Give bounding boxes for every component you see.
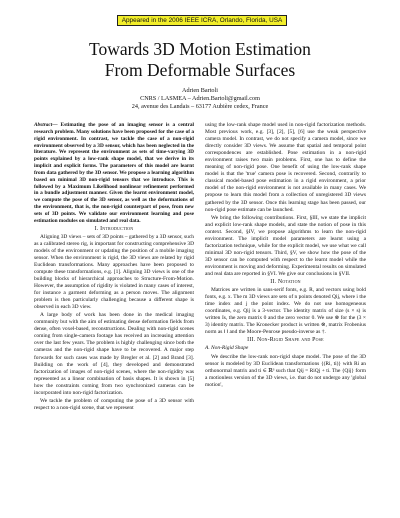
subsection-heading-shape: A. Non-Rigid Shape [205, 345, 249, 352]
author-affiliation: CNRS / LASMEA – Adrien.Bartoli@gmail.com [140, 95, 260, 102]
model-paragraph: We describe the low-rank non-rigid shape model. The pose of the 3D sensor is modeled by 3D Euclidean transformations {(Ri, ti)} with Ri an orthonormal matrix and ti ∈ ℝ³ such that Qij = RiQj + ti. The {Qij} form a motionless version of the 3D views, i.e. that do not undergo any 'global motion', [205, 353, 366, 388]
right-column [205, 122, 366, 390]
intro-paragraph-2: A large body of work has been done in the medical imaging community but with the aim of estimating dense deformation fields from dense, often voxel-based, reconstructions. Dealing with non-rigid scenes coming from single-camera footage has received an increasing attention over the last few years. The problem is highly challenging since both the cameras and the non-rigid shape have to be recovered. A major step forwards for such cases was made by Bregler et al. [2] and Brand [3]. Building on the work of [4], they developed and demonstrated factorization of images of non-rigid scenes, where the non-rigidity was represented as a linear combination of basis shapes. It is shown in [5] how the constraints coming from two synchronized cameras can be incorporated into non-rigid factorization. [34, 312, 194, 396]
abstract-text: — Estimating the pose of an imaging sensor is a central research problem. Many solutions have been proposed for the case of a rigid environment. In contrast, we tackle the case of a non-rigid environment observed by a 3D sensor, which has been neglected in the literature. We represent the environment as sets of time-varying 3D points explained by a low-rank shape model, that we derive in its implicit and explicit forms. The parameters of this model are learnt from data gathered by the 3D sensor. We propose a learning algorithm based on minimal 3D non-rigid tensors that we introduce. This is followed by a Maximum Likelihood nonlinear refinement performed in a bundle adjustment manner. Given the learnt environment model, we compute the pose of the 3D sensor, as well as the deformations of the environment, that is, the non-rigid counterpart of pose, from new sets of 3D points. We validate our environment learning and pose estimation modules on simulated and real data. [34, 122, 194, 224]
section-heading-model: III. Non-Rigid Shape and Pose [247, 337, 324, 344]
right-paragraph-2: We bring the following contributions. First, §III, we state the implicit and explicit low-rank shape models, and state the notion of pose in this context. Second, §IV, we propose algorithms to learn the non-rigid environment. The implicit model parameters are learnt using a factorization technique, while for the explicit model, we use what we call minimal 3D non-rigid tensors. Third, §V, we show how the pose of the 3D sensor can be computed with respect to the learnt model while the environment is moving and deforming. Experimental results on simulated and real data are reported in §VI. We give our conclusions in §VII. [205, 214, 366, 277]
paper-title-line-2: From Deformable Surfaces [104, 60, 296, 80]
right-paragraph-1: using the low-rank shape model used in non-rigid factorization methods. Most previous work, e.g. [3], [2], [5], [6] use the weak perspective camera model. In contrast, we do not specify a camera model, since we directly consider 3D views. We assume that spatial and temporal point correspondences are established. Pose estimation in a non-rigid environment raises two main problems. First, one has to define the meaning of non-rigid pose. One benefit of using the low-rank shape model is that the 'true' camera pose is recovered. Second, contrarily to classical model-based pose estimation in a rigid environment, a prior model of the non-rigid environment is not available in many cases. We propose to learn this model from a collection of unregistered 3D views gathered by the 3D sensor. Once this learning stage has been passed, our non-rigid pose estimate can be launched. [205, 122, 366, 213]
paper-title-line-1: Towards 3D Motion Estimation [89, 39, 311, 59]
notation-paragraph: Matrices are written in sans-serif fonts, e.g. R, and vectors using bold fonts, e.g. x. The m 3D views are sets of n points denoted Qij, where i the time index and j the point index. We do not use homogeneous coordinates, e.g. Qij is a 3-vector. The identity matrix of size (s × s) is written Is, the zero matrix 0 and the zero vector 0. We use ⊗ for the (3 × 3) identity matrix. The Kronecker product is written ⊗, matrix Frobenius norm as ‖ ‖ and the Moore-Penrose pseudo-inverse as †. [205, 287, 366, 336]
section-heading-notation: II. Notation [270, 279, 301, 286]
left-column [34, 122, 194, 413]
abstract-label: Abstract [34, 122, 53, 128]
author-name: Adrien Bartoli [182, 87, 218, 94]
intro-paragraph-1: Aligning 3D views – sets of 3D points – gathered by a 3D sensor, such as a calibrated stereo rig, is important for constructing comprehensive 3D models of the environment or updating the position of a mobile imaging sensor. When the environment is rigid, the 3D views are related by rigid Euclidean transformations. Many approaches have been proposed to compute these transformations, e.g. [1]. Aligning 3D views is one of the building blocks of hierarchical approaches to Structure-From-Motion. However, the assumption of rigidity is violated in many cases of interest, for instance a garment deforming as a person moves. The alignment problem is then particularly challenging because a different shape is observed in each 3D view. [34, 233, 194, 311]
author-address: 24, avenue des Landais – 63177 Aubière cedex, France [131, 103, 269, 110]
conference-badge: Appeared in the 2006 IEEE ICRA, Orlando, Florida, USA [117, 15, 287, 26]
abstract [34, 122, 194, 225]
section-heading-introduction: I. Introduction [94, 225, 134, 232]
intro-paragraph-3: We tackle the problem of computing the pose of a 3D sensor with respect to a non-rigid scene, that we represent [34, 397, 194, 411]
